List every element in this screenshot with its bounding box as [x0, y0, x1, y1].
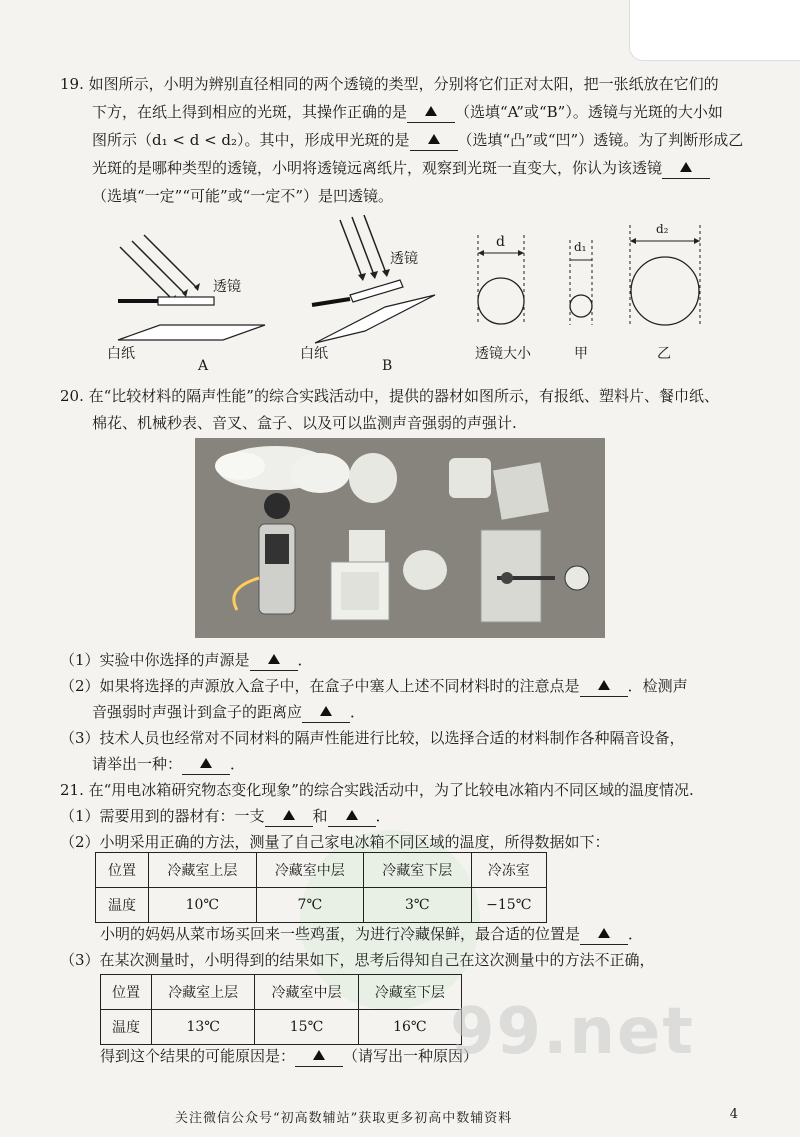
table1-cell: 7℃	[256, 888, 363, 923]
table2-cell: 温度	[101, 1010, 152, 1045]
lens-figure	[100, 215, 720, 375]
answer-blank-icon	[680, 162, 692, 172]
materials-photo	[195, 438, 605, 638]
footer-note: 关注微信公众号“初高数辅站”获取更多初高中数辅资料	[175, 1111, 513, 1126]
q19-line1: 19. 如图所示，小明为辨别直径相同的两个透镜的类型，分别将它们正对太阳，把一张纸放在它们的	[60, 75, 719, 93]
answer-blank-icon	[598, 680, 610, 690]
paper-a-label: 白纸	[107, 346, 135, 362]
materials-photo-art	[195, 438, 605, 638]
q20-part2-cont: 音强弱时声强计到盒子的距离应 ．	[92, 703, 366, 721]
d2-label: d₂	[656, 222, 669, 236]
q20-part2: （2）如果将选择的声源放入盒子中，在盒子中塞人上述不同材料时的注意点是 ．检测声	[60, 677, 688, 695]
table1-header: 冷冻室	[471, 853, 546, 888]
caption-lens-size: 透镜大小	[475, 346, 531, 362]
table1-cell: 温度	[96, 888, 149, 923]
answer-blank-icon	[200, 758, 212, 768]
q21-part3: （3）在某次测量时，小明得到的结果如下，思考后得知自己在这次测量中的方法不正确，	[60, 951, 655, 969]
table1-cell: 3℃	[364, 888, 471, 923]
table1-header-row	[96, 853, 547, 888]
table2-data-row	[101, 1010, 462, 1045]
table1-cell: 10℃	[149, 888, 256, 923]
table2-header: 冷藏室上层	[152, 975, 255, 1010]
q21-part3-question: 得到这个结果的可能原因是： （请写出一种原因）	[100, 1047, 479, 1065]
q19-line4: 光斑的是哪种类型的透镜，小明将透镜远离纸片，观察到光斑一直变大，你认为该透镜	[92, 158, 710, 179]
d1-label: d₁	[574, 240, 587, 254]
page-corner	[629, 0, 800, 61]
table1-header: 冷藏室中层	[256, 853, 363, 888]
table1-data-row	[96, 888, 547, 923]
figure-a	[118, 235, 265, 340]
figure-b	[312, 215, 435, 343]
q19-line5: （选填“一定”“可能”或“一定不”）是凹透镜。	[92, 187, 394, 205]
q20-part1: （1）实验中你选择的声源是 ．	[60, 651, 313, 669]
q19-line2: 下方，在纸上得到相应的光斑，其操作正确的是 （选填“A”或“B”）。透镜与光斑的大小如	[92, 103, 723, 121]
table2-header-row	[101, 975, 462, 1010]
q21-part2-question: 小明的妈妈从菜市场买回来一些鸡蛋，为进行冷藏保鲜，最合适的位置是 ．	[100, 925, 644, 943]
q20-line2: 棉花、机械秒表、音叉、盒子、以及可以监测声音强弱的声强计.	[92, 414, 517, 432]
answer-blank-icon	[598, 928, 610, 938]
caption-jia: 甲	[574, 346, 588, 362]
table2-header: 位置	[101, 975, 152, 1010]
answer-blank-icon	[268, 654, 280, 664]
lens-a-label: 透镜	[213, 279, 241, 295]
table2-header: 冷藏室下层	[358, 975, 461, 1010]
watermark-text: 99.net	[450, 995, 695, 1069]
caption-yi: 乙	[657, 346, 671, 362]
figure-a-caption: A	[198, 358, 209, 374]
table2-cell: 15℃	[255, 1010, 358, 1045]
answer-blank-icon	[320, 706, 332, 716]
table2-cell: 16℃	[358, 1010, 461, 1045]
table2-header: 冷藏室中层	[255, 975, 358, 1010]
lens-b-label: 透镜	[390, 251, 418, 267]
figure-circles	[478, 225, 700, 325]
table2-cell: 13℃	[152, 1010, 255, 1045]
table1-cell: −15℃	[471, 888, 546, 923]
page-number: 4	[729, 1107, 738, 1122]
answer-blank-icon	[283, 810, 295, 820]
q21-part1: （1）需要用到的器材有：一支 和 ．	[60, 807, 391, 825]
figure-b-caption: B	[382, 358, 393, 374]
d-label: d	[496, 234, 505, 250]
table1-header: 冷藏室上层	[149, 853, 256, 888]
q21-line1: 21. 在“用电冰箱研究物态变化现象”的综合实践活动中，为了比较电冰箱内不同区域的温度情况.	[60, 781, 694, 799]
temperature-table-1	[95, 852, 547, 923]
temperature-table-2	[100, 974, 462, 1045]
table1-header: 位置	[96, 853, 149, 888]
table1-header: 冷藏室下层	[364, 853, 471, 888]
answer-blank-icon	[313, 1050, 325, 1060]
answer-blank-icon	[425, 106, 437, 116]
q20-part3-cont: 请举出一种： ．	[92, 755, 246, 773]
q20-line1: 20. 在“比较材料的隔声性能”的综合实践活动中，提供的器材如图所示，有报纸、塑料片、餐巾纸、	[60, 387, 719, 405]
paper-b-label: 白纸	[300, 346, 328, 362]
answer-blank-icon	[428, 134, 440, 144]
q21-part2: （2）小明采用正确的方法，测量了自己家电冰箱不同区域的温度，所得数据如下：	[60, 833, 610, 851]
q19-line3: 图所示（d₁ < d < d₂）。其中，形成甲光斑的是 （选填“凸”或“凹”）透镜。为了判断形成乙	[92, 131, 744, 149]
q20-part3: （3）技术人员也经常对不同材料的隔声性能进行比较，以选择合适的材料制作各种隔音设备，	[60, 729, 685, 747]
answer-blank-icon	[346, 810, 358, 820]
